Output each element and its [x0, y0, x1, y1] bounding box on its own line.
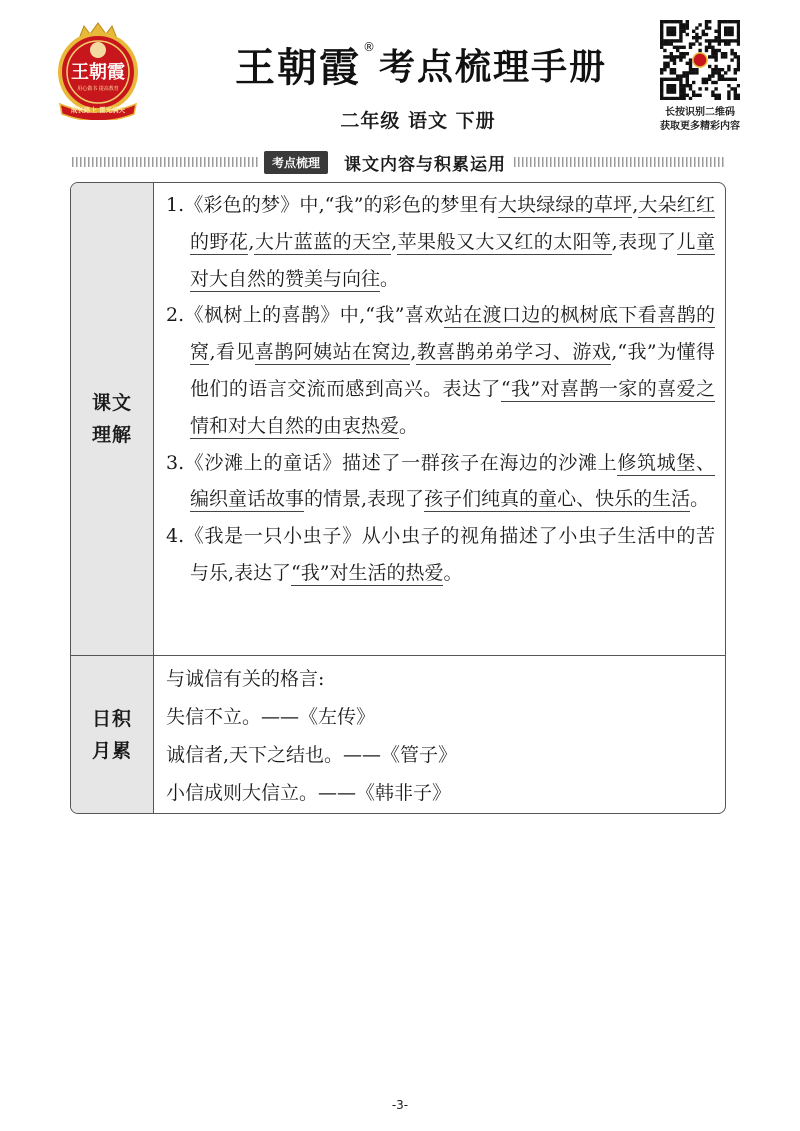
table-row-text-understanding [71, 183, 725, 656]
section-title: 课文内容与积累运用 [344, 154, 507, 175]
key-phrase: 修筑城堡、编织童话故事 [190, 451, 715, 511]
key-phrase: 教喜鹊弟弟学习、游戏 [416, 341, 612, 364]
brand-heading [235, 40, 607, 96]
item-text: 《沙滩上的童话》描述了一群孩子在海边的沙滩上 [184, 451, 618, 474]
proverb-line: 诚信者,天下之结也。——《管子》 [166, 744, 458, 766]
item-text: 《枫树上的喜鹊》中,“我”喜欢 [184, 304, 444, 327]
qr-caption-line2: 获取更多精彩内容 [660, 121, 740, 132]
proverb-line: 小信成则大信立。——《韩非子》 [166, 782, 452, 804]
item-text: 《我是一只小虫子》从小虫子的视角描述了小虫子生活中的苦与乐,表达了 [184, 525, 715, 584]
item-text: ,表现了 [611, 230, 677, 253]
brand-logo [50, 20, 146, 120]
key-phrase: 大朵红红的野花 [190, 194, 715, 253]
qr-caption [630, 106, 770, 134]
key-phrase: “我”对生活的热爱 [291, 561, 444, 584]
grade-subtitle: 二年级 语文 下册 [340, 110, 496, 132]
logo-text: 王朝霞 [71, 62, 125, 83]
item-text: 《彩色的梦》中,“我”的彩色的梦里有 [184, 194, 498, 216]
item-text: ,“我”为懂得他们的语言交流而感到高兴。表达了 [190, 341, 715, 400]
accumulation-heading: 与诚信有关的格言: [166, 668, 325, 690]
list-item [166, 297, 715, 444]
qr-code-icon[interactable] [660, 20, 740, 100]
hatch-decoration-right [514, 157, 726, 167]
item-number: 1. [166, 194, 185, 216]
section-header [72, 150, 726, 174]
page-number: -3- [391, 1098, 409, 1112]
qr-caption-line1: 长按识别二维码 [665, 107, 735, 118]
item-text: 。 [443, 561, 463, 584]
item-number: 4. [166, 525, 185, 548]
book-title: 考点梳理手册 [379, 47, 608, 88]
key-phrase: 苹果般又大又红的太阳等 [397, 230, 612, 253]
list-item [166, 518, 715, 592]
table-row-daily-accumulation [71, 656, 725, 813]
logo-ribbon-text: 成长路上 雷光满天 [70, 106, 126, 114]
item-text: , [248, 230, 255, 253]
list-item [166, 187, 715, 297]
item-text: 的情景,表现了 [304, 488, 425, 511]
item-number: 2. [166, 304, 185, 327]
key-phrase: 喜鹊阿姨站在窝边 [254, 341, 411, 364]
row-label: 日积月累 [91, 707, 132, 762]
registered-mark: ® [363, 40, 375, 54]
key-phrase: 孩子们纯真的童心、快乐的生活 [424, 488, 691, 511]
row-label-cell [71, 183, 154, 655]
item-text: ,看见 [209, 341, 255, 364]
logo-slogan: 用心做书 提高教育 [77, 86, 119, 92]
key-phrase: 大片蓝蓝的天空 [254, 230, 392, 253]
item-text: , [410, 341, 417, 364]
item-text: , [391, 230, 398, 253]
key-phrase: 站在渡口边的枫树底下看喜鹊的窝 [190, 304, 715, 364]
understanding-content [154, 183, 725, 655]
section-badge: 考点梳理 [264, 151, 328, 174]
item-text: 。 [690, 488, 710, 511]
item-number: 3. [166, 451, 185, 474]
item-text: , [632, 194, 639, 216]
proverb-line: 失信不立。——《左传》 [166, 706, 376, 728]
item-text: 。 [380, 267, 400, 290]
key-phrase: “我”对喜鹊一家的喜爱之情和对大自然的由衷热爱 [190, 377, 715, 437]
row-label-cell [71, 656, 154, 813]
accumulation-content [154, 656, 725, 813]
key-phrase: 大块绿绿的草坪 [497, 194, 633, 216]
brand-name: 王朝霞 [235, 44, 361, 91]
key-phrase: 儿童对大自然的赞美与向往 [190, 230, 715, 290]
list-item [166, 445, 715, 519]
item-text: 。 [399, 414, 419, 437]
hatch-decoration-left [72, 157, 258, 167]
row-label: 课文理解 [91, 392, 132, 446]
content-table [70, 182, 726, 814]
